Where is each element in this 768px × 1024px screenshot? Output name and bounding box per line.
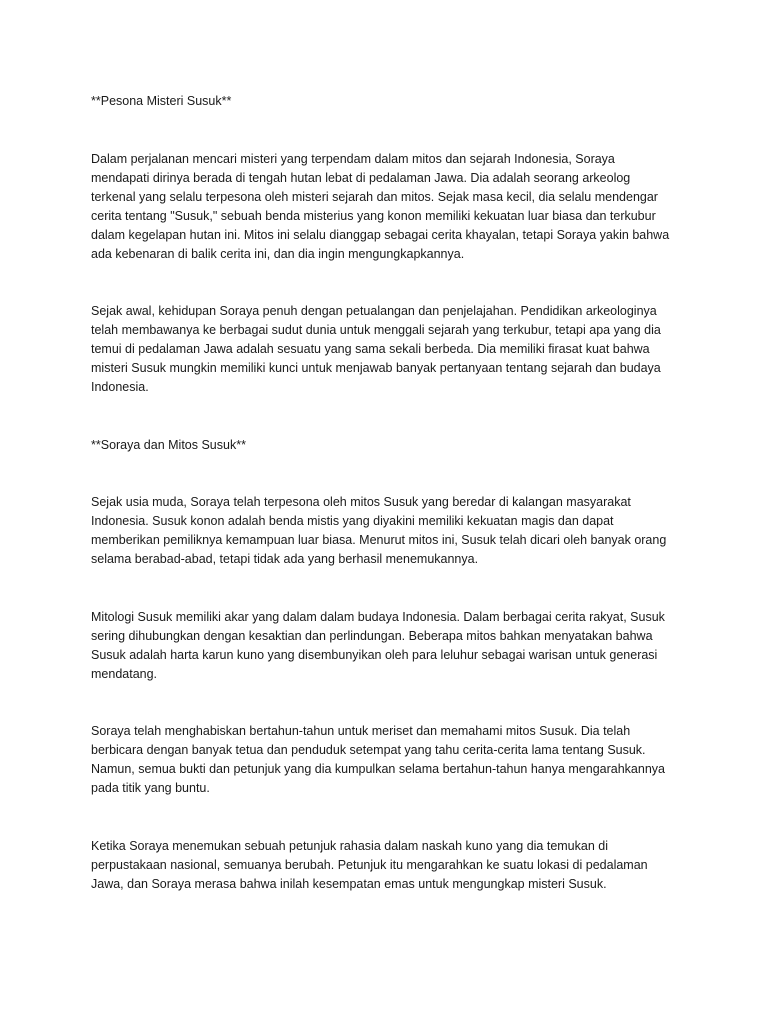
- paragraph-4: Mitologi Susuk memiliki akar yang dalam dalam budaya Indonesia. Dalam berbagai cerita rakyat, Susuk sering dihubungkan dengan kesaktian dan perlindungan. Beberapa mitos bahkan menyatakan bahwa Susuk adalah harta karun kuno yang disembunyikan oleh para leluhur sebagai warisan untuk generasi mendatang.: [91, 610, 665, 681]
- paragraph-3: Sejak usia muda, Soraya telah terpesona oleh mitos Susuk yang beredar di kalangan masyarakat Indonesia. Susuk konon adalah benda mistis yang diyakini memiliki kekuatan magis dan dapat memberikan pemiliknya kemampuan luar biasa. Menurut mitos ini, Susuk telah dicari oleh banyak orang selama berabad-abad, tetapi tidak ada yang berhasil menemukannya.: [91, 495, 667, 566]
- heading-pesona-misteri-susuk: **Pesona Misteri Susuk**: [91, 94, 232, 108]
- paragraph-6: Ketika Soraya menemukan sebuah petunjuk rahasia dalam naskah kuno yang dia temukan di perpustakaan nasional, semuanya berubah. Petunjuk itu mengarahkan ke suatu lokasi di pedalaman Jawa, dan Soraya merasa bahwa inilah kesempatan emas untuk mengungkap misteri Susuk.: [91, 839, 648, 891]
- heading-soraya-dan-mitos-susuk: **Soraya dan Mitos Susuk**: [91, 438, 246, 452]
- paragraph-5: Soraya telah menghabiskan bertahun-tahun untuk meriset dan memahami mitos Susuk. Dia telah berbicara dengan banyak tetua dan penduduk setempat yang tahu cerita-cerita lama tentang Susuk. Namun, semua bukti dan petunjuk yang dia kumpulkan selama bertahun-tahun hanya mengarahkannya pada titik yang buntu.: [91, 724, 665, 795]
- paragraph-1: Dalam perjalanan mencari misteri yang terpendam dalam mitos dan sejarah Indonesia, Soraya mendapati dirinya berada di tengah hutan lebat di pedalaman Jawa. Dia adalah seorang arkeolog terkenal yang selalu terpesona oleh misteri sejarah dan mitos. Sejak masa kecil, dia selalu mendengar cerita tentang "Susuk," sebuah benda misterius yang konon memiliki kekuatan luar biasa dan terkubur dalam kegelapan hutan ini. Mitos ini selalu dianggap sebagai cerita khayalan, tetapi Soraya yakin bahwa ada kebenaran di balik cerita ini, dan dia ingin mengungkapkannya.: [91, 152, 670, 261]
- paragraph-2: Sejak awal, kehidupan Soraya penuh dengan petualangan dan penjelajahan. Pendidikan arkeologinya telah membawanya ke berbagai sudut dunia untuk menggali sejarah yang terkubur, tetapi apa yang dia temui di pedalaman Jawa adalah sesuatu yang sama sekali berbeda. Dia memiliki firasat kuat bahwa misteri Susuk mungkin memiliki kunci untuk menjawab banyak pertanyaan tentang sejarah dan budaya Indonesia.: [91, 304, 661, 394]
